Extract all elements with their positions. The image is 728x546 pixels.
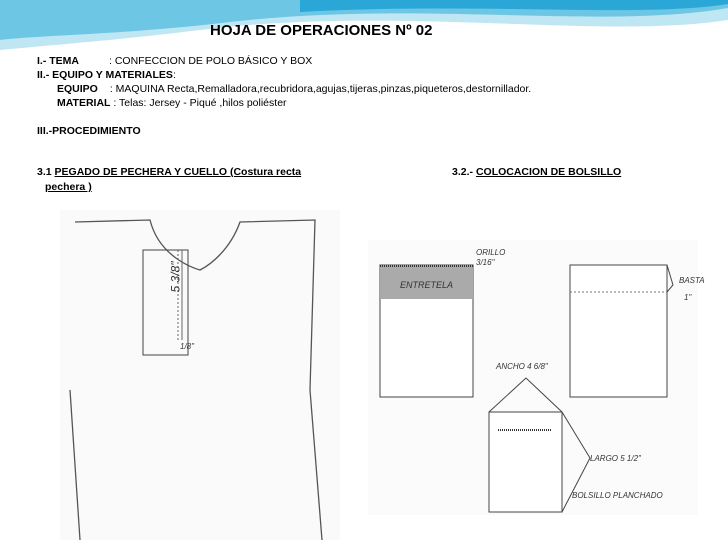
material-line: MATERIAL : Telas: Jersey - Piqué ,hilos poliéster: [57, 97, 287, 109]
equipo-header: II.- EQUIPO Y MATERIALES:: [37, 69, 176, 81]
step1-heading-cont: pechera ): [45, 181, 92, 193]
equipo-line: EQUIPO : MAQUINA Recta,Remalladora,recubridora,agujas,tijeras,pinzas,piqueteros,destornillador.: [57, 83, 532, 95]
ancho-label: ANCHO 4 6/8": [496, 362, 548, 371]
step2-heading: 3.2.- COLOCACION DE BOLSILLO: [452, 166, 622, 178]
page-title: HOJA DE OPERACIONES Nº 02: [210, 22, 433, 39]
polo-front-diagram: [60, 210, 340, 540]
placket-seam-label: 1/8": [180, 342, 194, 351]
planchado-label: BOLSILLO PLANCHADO: [572, 491, 663, 500]
entretela-label: ENTRETELA: [400, 280, 454, 290]
procedimiento-heading: III.-PROCEDIMIENTO: [37, 125, 141, 137]
basta-size: 1": [684, 293, 692, 302]
basta-label: BASTA: [679, 276, 705, 285]
largo-label: LARGO 5 1/2": [590, 454, 641, 463]
orillo-size: 3/16": [476, 258, 495, 267]
step1-heading: 3.1 PEGADO DE PECHERA Y CUELLO (Costura recta: [37, 166, 302, 178]
placket-length-label: 5 3/8": [168, 261, 183, 293]
tema-line: I.- TEMA : CONFECCION DE POLO BÁSICO Y BOX: [37, 55, 313, 67]
orillo-label: ORILLO: [476, 248, 506, 257]
